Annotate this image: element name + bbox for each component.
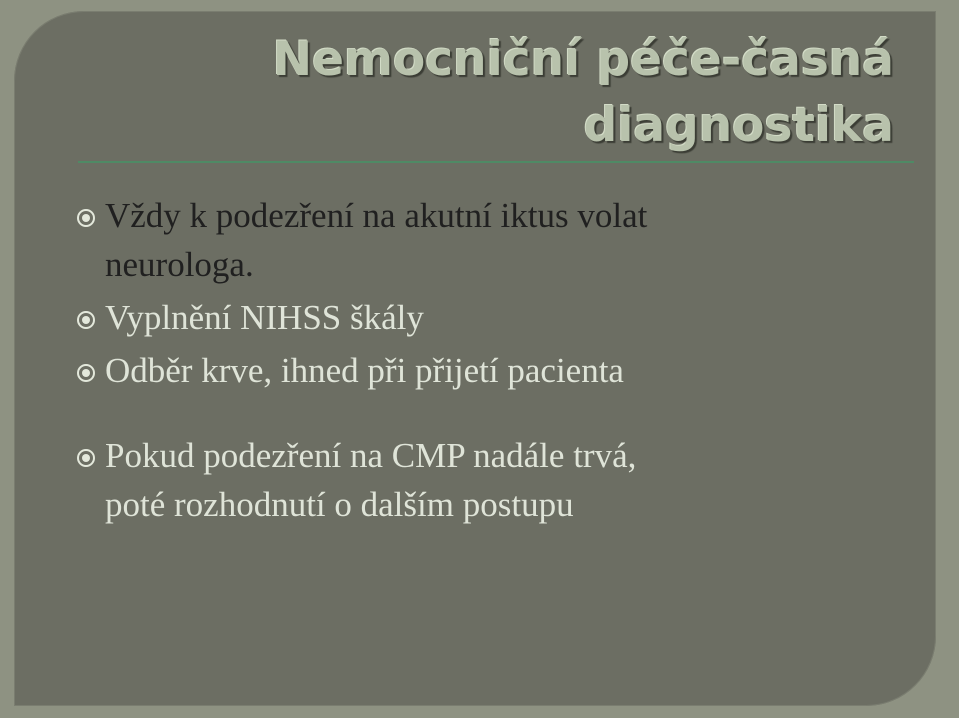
bullet-item-4 (74, 431, 934, 529)
bullet-ring-icon (76, 448, 96, 468)
bullet-1-line-1: Vždy k podezření na akutní iktus volat (105, 196, 648, 235)
slide-panel (14, 11, 936, 706)
bullet-ring-icon (76, 363, 96, 383)
bullet-1-line-2: neurologa. (105, 245, 254, 284)
bullet-ring-icon (76, 208, 96, 228)
bullet-item-1 (74, 191, 934, 289)
bullet-2-line-1: Vyplnění NIHSS škály (105, 298, 424, 337)
bullet-4-line-1: Pokud podezření na CMP nadále trvá, (105, 436, 637, 475)
bullet-list (74, 191, 934, 529)
title-divider (78, 161, 914, 163)
bullet-4-line-2: poté rozhodnutí o dalším postupu (105, 485, 574, 524)
bullet-3-line-1: Odběr krve, ihned při přijetí pacienta (105, 351, 624, 390)
bullet-ring-icon (76, 310, 96, 330)
bullet-item-3 (74, 346, 934, 395)
title-line-2: diagnostika (583, 98, 894, 153)
bullet-item-2 (74, 293, 934, 342)
title-line-1: Nemocniční péče-časná (272, 32, 894, 87)
slide-title (134, 27, 894, 159)
